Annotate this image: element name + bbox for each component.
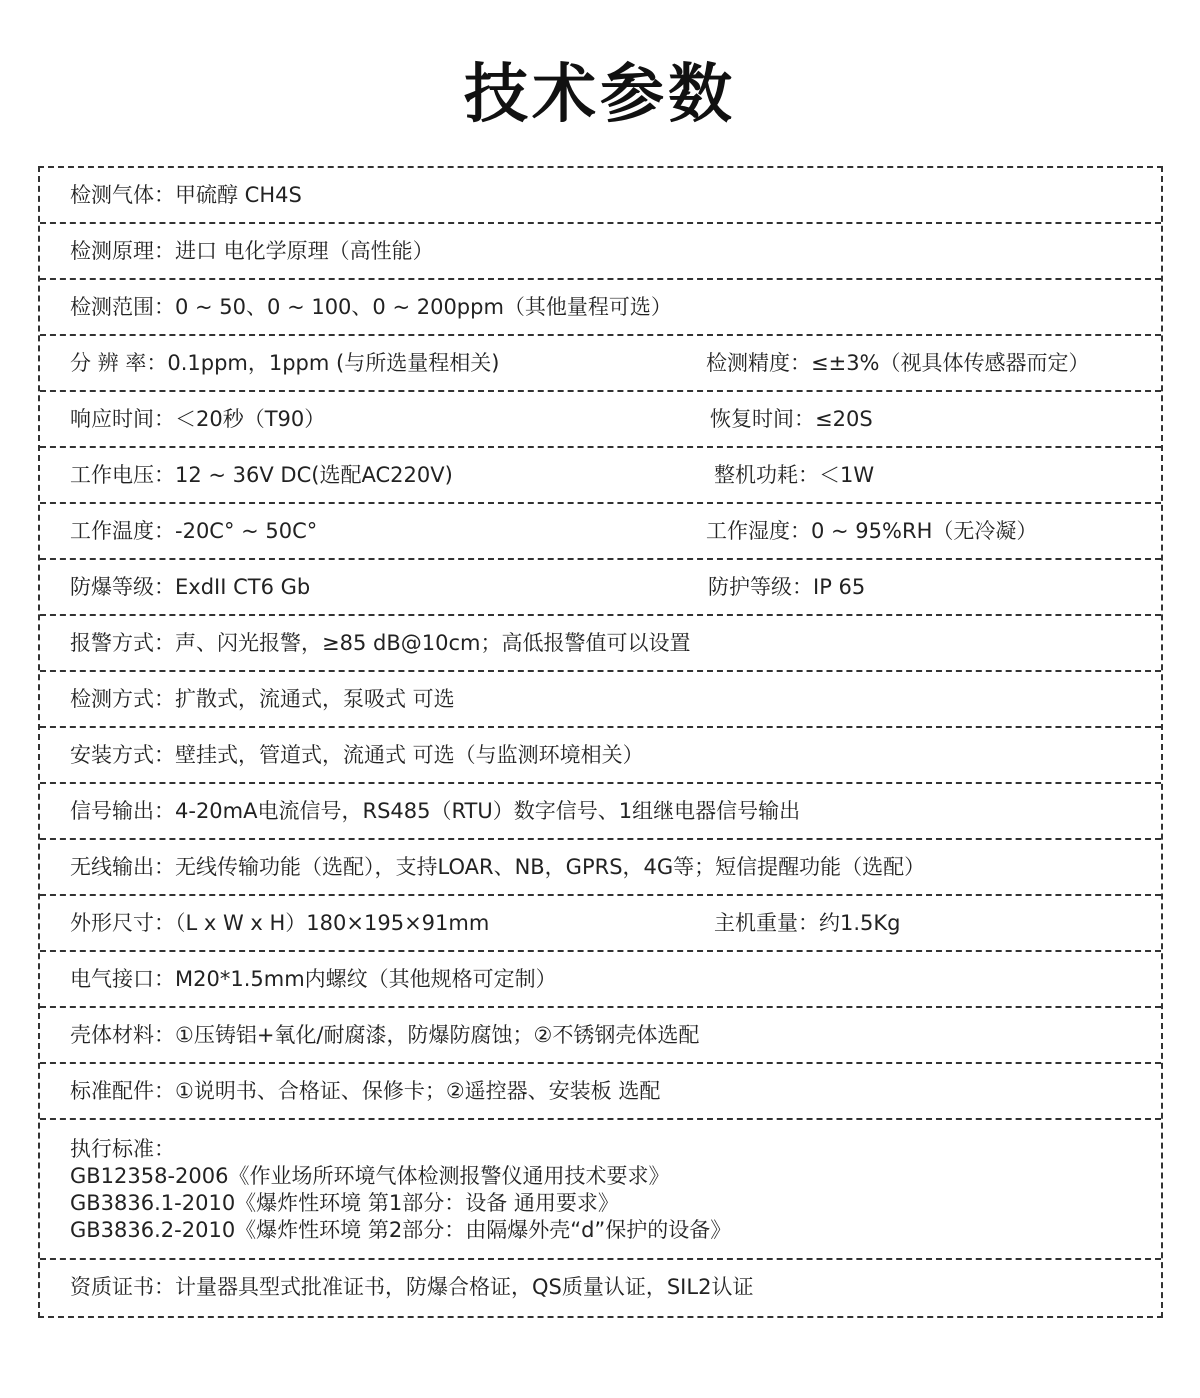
- spec-row-range: [40, 280, 1161, 336]
- spec-installation: 安装方式：壁挂式，管道式，流通式 可选（与监测环境相关）: [70, 743, 644, 767]
- spec-certificates: 资质证书：计量器具型式批准证书，防爆合格证，QS质量认证，SIL2认证: [70, 1275, 754, 1299]
- spec-humidity: 工作湿度：0 ~ 95%RH（无冷凝）: [706, 519, 1038, 543]
- spec-row-voltage: [40, 448, 1161, 504]
- spec-row-explosion: [40, 560, 1161, 616]
- spec-range: 检测范围：0 ~ 50、0 ~ 100、0 ~ 200ppm（其他量程可选）: [70, 295, 672, 319]
- spec-resolution: 分 辨 率：0.1ppm，1ppm (与所选量程相关): [70, 351, 500, 375]
- spec-row-alarm: [40, 616, 1161, 672]
- spec-row-signal: [40, 784, 1161, 840]
- spec-weight: 主机重量：约1.5Kg: [714, 911, 901, 935]
- spec-row-detection-mode: [40, 672, 1161, 728]
- standard-item: GB3836.1-2010《爆炸性环境 第1部分：设备 通用要求》: [70, 1191, 619, 1215]
- spec-signal-output: 信号输出：4-20mA电流信号，RS485（RTU）数字信号、1组继电器信号输出: [70, 799, 801, 823]
- spec-electrical-interface: 电气接口：M20*1.5mm内螺纹（其他规格可定制）: [70, 967, 557, 991]
- spec-protection-grade: 防护等级：IP 65: [708, 575, 866, 599]
- spec-row-principle: [40, 224, 1161, 280]
- spec-row-wireless: [40, 840, 1161, 896]
- spec-row-certificates: [40, 1260, 1161, 1316]
- spec-recovery-time: 恢复时间：≤20S: [710, 407, 873, 431]
- spec-row-response: [40, 392, 1161, 448]
- spec-alarm: 报警方式：声、闪光报警，≥85 dB@10cm；高低报警值可以设置: [70, 631, 691, 655]
- spec-detection-mode: 检测方式：扩散式，流通式，泵吸式 可选: [70, 687, 455, 711]
- spec-wireless-output: 无线输出：无线传输功能（选配），支持LOAR、NB，GPRS，4G等；短信提醒功能（选配）: [70, 855, 926, 879]
- spec-housing-material: 壳体材料：①压铸铝+氧化/耐腐漆，防爆防腐蚀；②不锈钢壳体选配: [70, 1023, 700, 1047]
- page-title: 技术参数: [464, 58, 736, 132]
- spec-voltage: 工作电压：12 ~ 36V DC(选配AC220V): [70, 463, 453, 487]
- standard-item: GB3836.2-2010《爆炸性环境 第2部分：由隔爆外壳“d”保护的设备》: [70, 1218, 732, 1242]
- spec-explosion-grade: 防爆等级：ExdII CT6 Gb: [70, 575, 311, 599]
- spec-row-resolution: [40, 336, 1161, 392]
- spec-response-time: 响应时间：＜20秒（T90）: [70, 407, 326, 431]
- standards-heading: 执行标准：: [70, 1137, 175, 1161]
- spec-row-housing: [40, 1008, 1161, 1064]
- spec-row-accessories: [40, 1064, 1161, 1120]
- spec-accessories: 标准配件：①说明书、合格证、保修卡；②遥控器、安装板 选配: [70, 1079, 661, 1103]
- spec-table: [38, 166, 1163, 1318]
- spec-row-interface: [40, 952, 1161, 1008]
- spec-power: 整机功耗：＜1W: [714, 463, 875, 487]
- spec-principle: 检测原理：进口 电化学原理（高性能）: [70, 239, 434, 263]
- spec-dimensions: 外形尺寸：（L x W x H）180×195×91mm: [70, 911, 490, 935]
- spec-gas: 检测气体：甲硫醇 CH4S: [70, 183, 302, 207]
- standard-item: GB12358-2006《作业场所环境气体检测报警仪通用技术要求》: [70, 1164, 670, 1188]
- spec-temperature: 工作温度：-20C° ~ 50C°: [70, 519, 318, 543]
- spec-row-dimensions: [40, 896, 1161, 952]
- spec-row-temperature: [40, 504, 1161, 560]
- spec-row-standards: [40, 1120, 1161, 1260]
- spec-row-installation: [40, 728, 1161, 784]
- spec-row-gas: [40, 168, 1161, 224]
- spec-accuracy: 检测精度：≤±3%（视具体传感器而定）: [706, 351, 1090, 375]
